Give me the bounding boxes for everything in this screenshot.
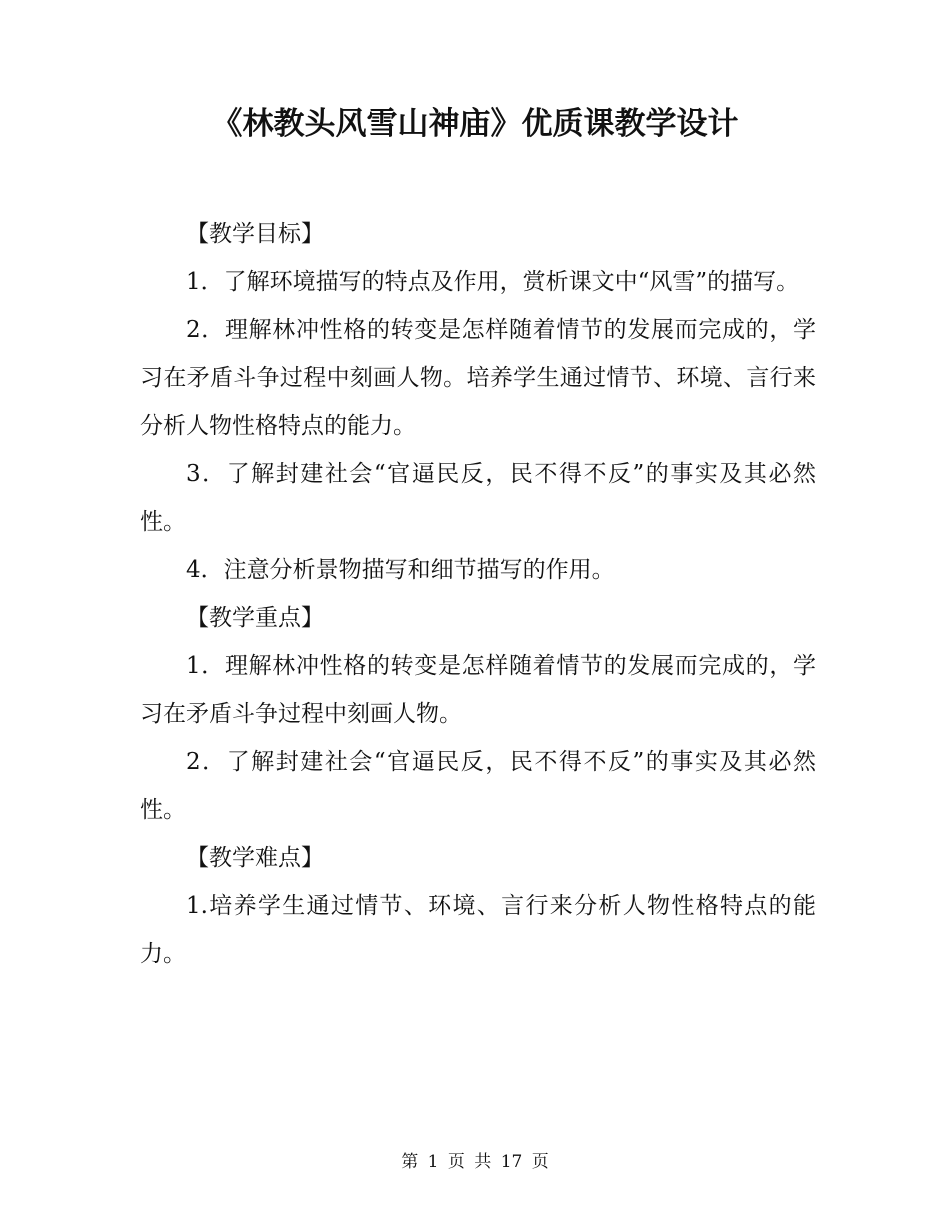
document-body [140,210,816,978]
objective-item-2: 2．理解林冲性格的转变是怎样随着情节的发展而完成的，学习在矛盾斗争过程中刻画人物。培养学生通过情节、环境、言行来分析人物性格特点的能力。 [140,317,816,439]
section-heading-difficulties: 【教学难点】 [186,845,324,871]
section-heading-key-points: 【教学重点】 [186,605,324,631]
page-footer: 第 1 页 共 17 页 [401,1152,549,1172]
objective-item-3: 3．了解封建社会“官逼民反，民不得不反”的事实及其必然性。 [140,461,816,535]
difficulty-item-1: 1.培养学生通过情节、环境、言行来分析人物性格特点的能力。 [140,893,816,967]
section-heading-objectives: 【教学目标】 [186,221,324,247]
key-point-item-1: 1．理解林冲性格的转变是怎样随着情节的发展而完成的，学习在矛盾斗争过程中刻画人物。 [140,653,816,727]
objective-item-4: 4．注意分析景物描写和细节描写的作用。 [186,557,615,583]
objective-item-1: 1．了解环境描写的特点及作用，赏析课文中“风雪”的描写。 [186,269,800,295]
document-title: 《林教头风雪山神庙》优质课教学设计 [211,106,739,142]
key-point-item-2: 2．了解封建社会“官逼民反，民不得不反”的事实及其必然性。 [140,749,816,823]
